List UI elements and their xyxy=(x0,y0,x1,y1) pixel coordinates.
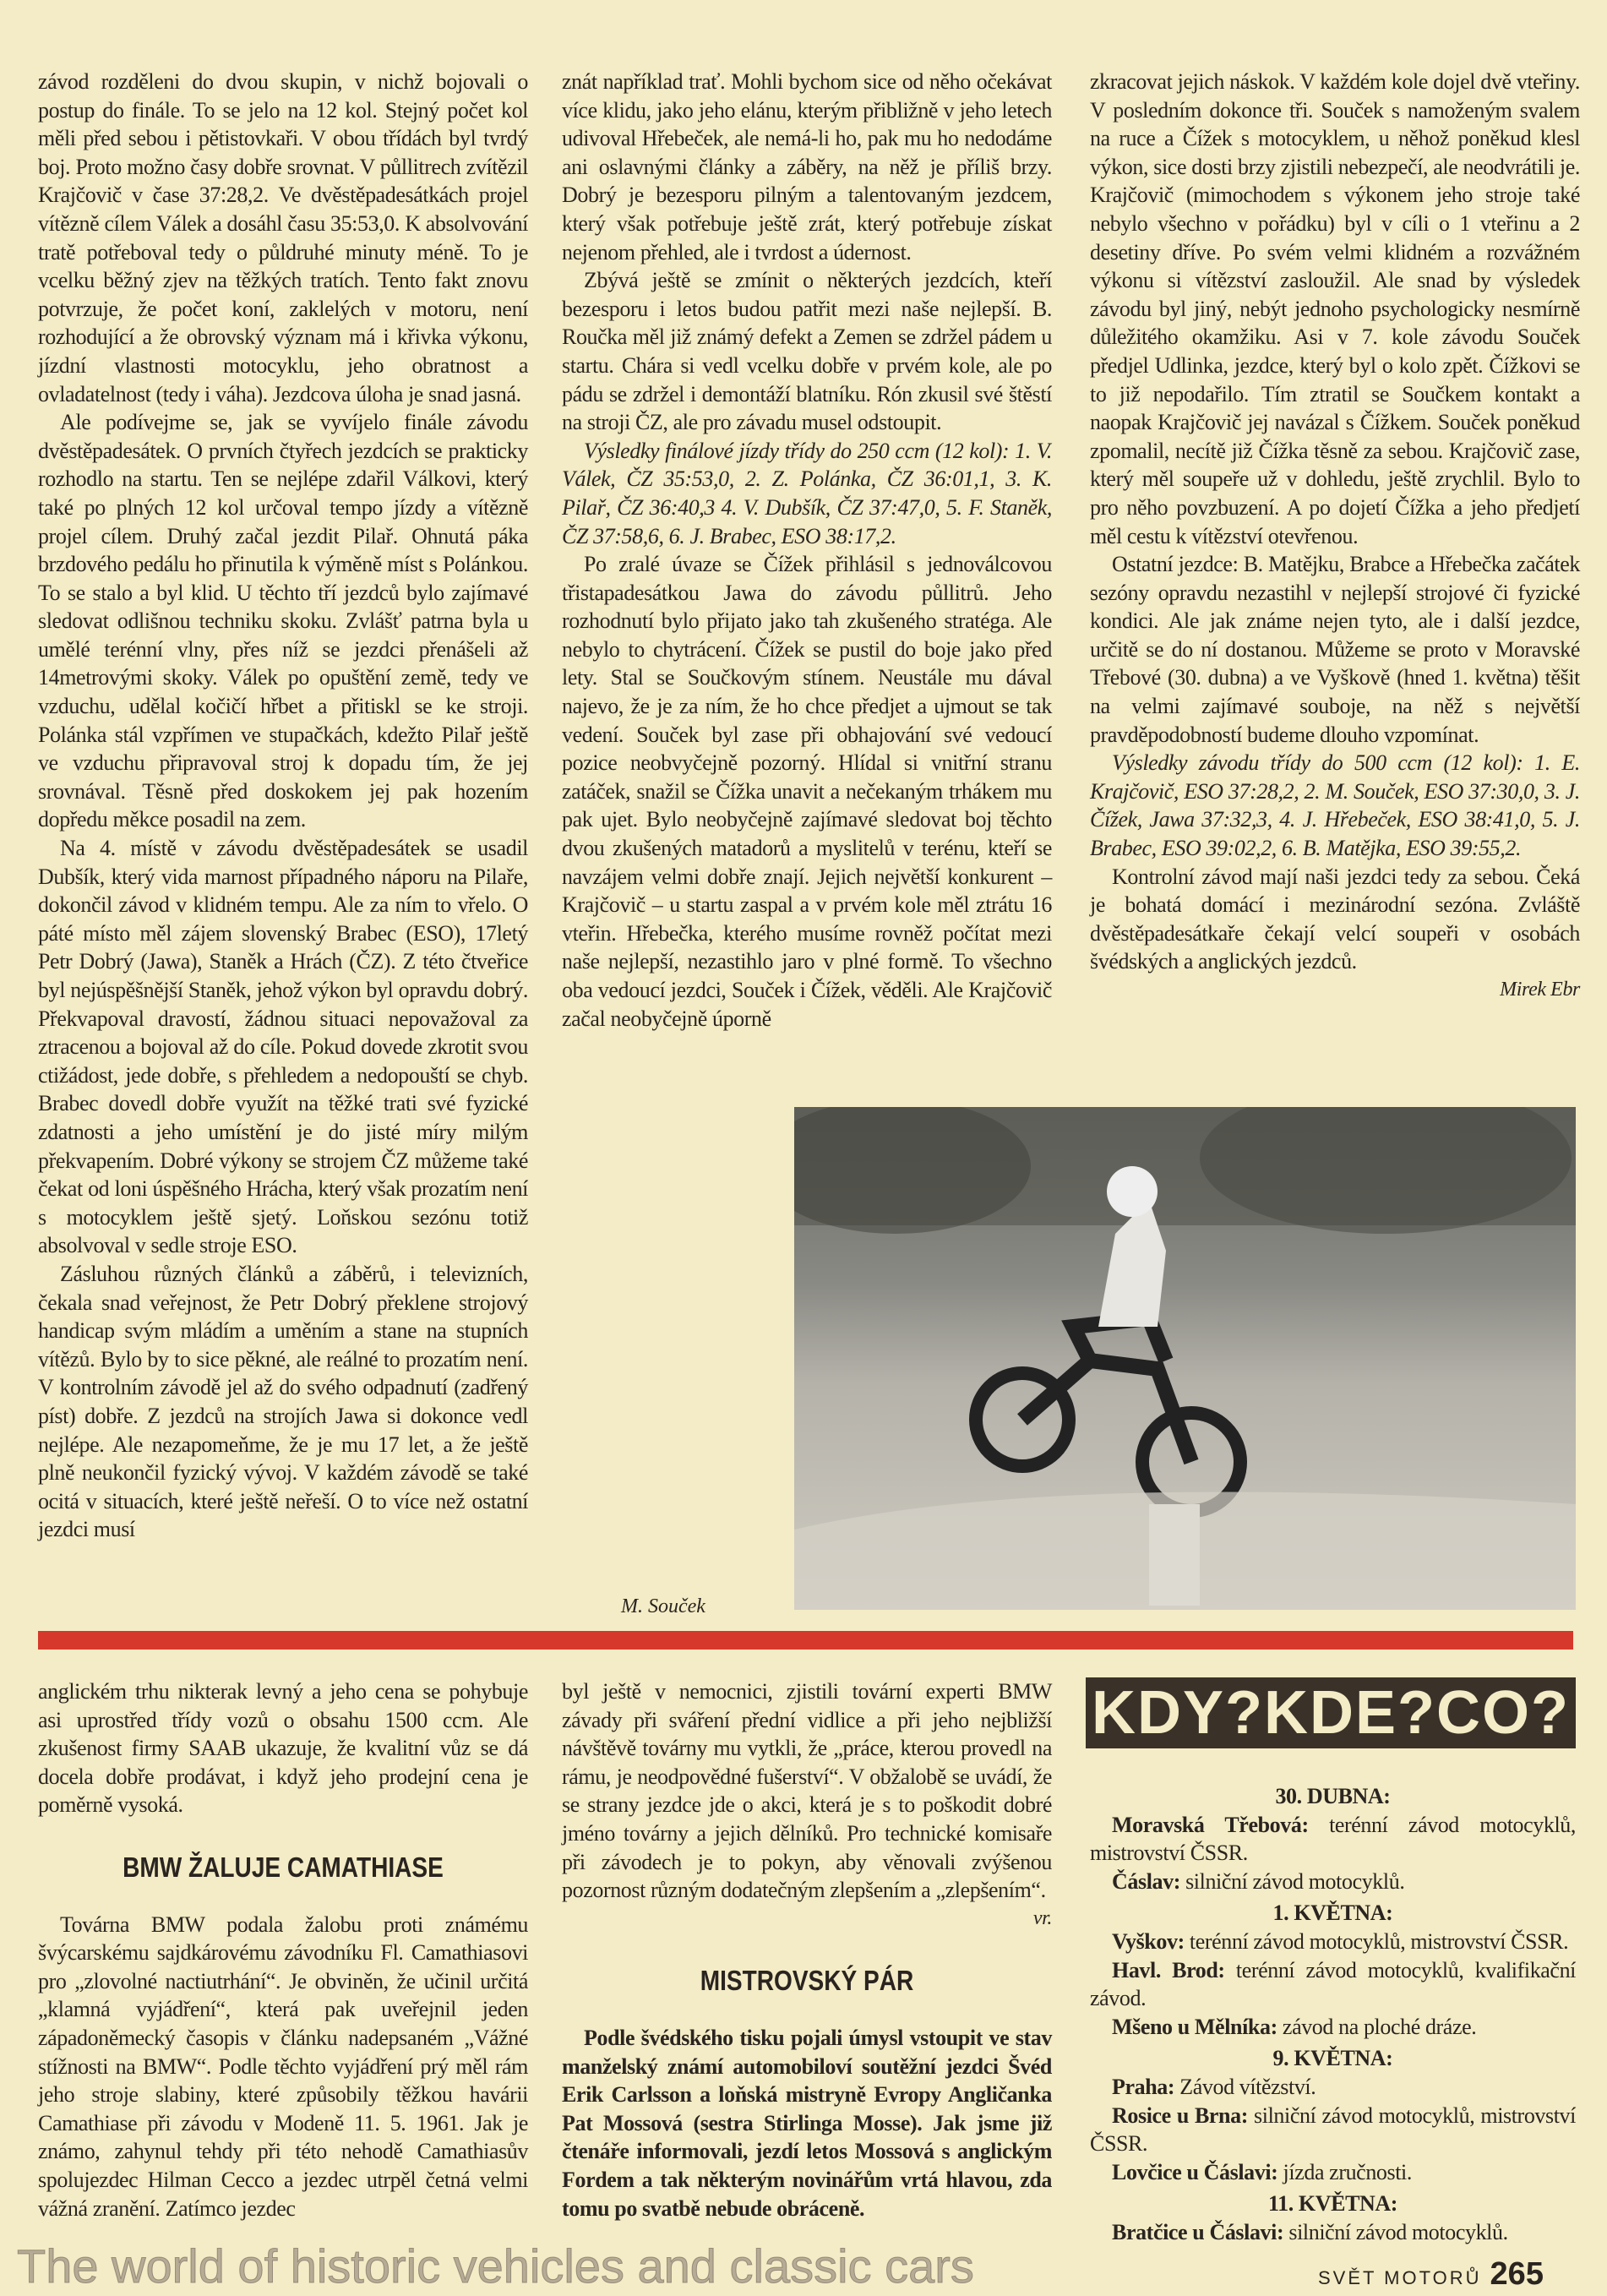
watermark: The world of historic vehicles and classic cars xyxy=(17,2239,974,2293)
results-250ccm: Výsledky finálové jízdy třídy do 250 ccm (12 kol): 1. V. Válek, ČZ 35:53,0, 2. Z. Polánka, ČZ 36:01,1, 3. K. Pilař, ČZ 36:40,3 4. V. Dubšík, ČZ 37:47,0, 5. F. Staněk, ČZ 37:58,6, 6. J. Brabec, ESO 38:17,2. xyxy=(562,438,1052,548)
event-description: jízda zručnosti. xyxy=(1277,2159,1412,2184)
magazine-name: SVĚT MOTORŮ xyxy=(1318,2267,1482,2288)
event-description: silniční závod motocyklů. xyxy=(1179,1868,1405,1894)
section-divider xyxy=(38,1631,1573,1650)
calendar-event xyxy=(1090,2102,1576,2158)
article-column-1 xyxy=(38,68,528,1544)
event-place: Mšeno u Mělníka: xyxy=(1112,2014,1277,2039)
paragraph: zkracovat jejich náskok. V každém kole dojel dvě vteřiny. V posledním dokonce tři. Souček s namoženým svalem na ruce a Čížek s motocyklem, u něhož poněkud klesl výkon, sice dosti brzy zjistili nebezpečí, ale neodvrátili je. Krajčovič (mimochodem s výkonem jeho stroje také nebylo všechno v pořádku) byl v cíli o 1 vteřinu a 2 desetiny dříve. Po svém velmi klidném a rozvážném výkonu si vítězství zasloužil. Ale snad by výsledek závodu byl jiný, nebýt jednoho psychologicky nesmírně důležitého okamžiku. Asi v 7. kole závodu Souček předjel Udlinka, jezdce, který byl o kolo zpět. Čížkovi se to již nepodařilo. Tím ztratil se Součkem kontakt a naopak Krajčovič jej navázal s Čížkem. Souček poněkud zpomalil, necítě již Čížka těsně za sebou. Krajčovič zase, který měl soupeře už v dohledu, ještě zrychlil. Bylo to pro něho povzbuzení. A po dojetí Čížka a jeho předjetí měl cestu k vítězství otevřenou. xyxy=(1090,69,1580,548)
paragraph: Zbývá ještě se zmínit o některých jezdcích, kteří bezesporu i letos budou patřit mezi naše nejlepší. B. Roučka měl již známý defekt a Zemen se zdržel pádem u startu. Chára si vedl vcelku dobře v prvém kole, ale po pádu se zdržel i demontáží blatníku. Rón zkusil své štěstí na stroji ČZ, ale pro závadu musel odstoupit. xyxy=(562,268,1052,435)
event-place: Havl. Brod: xyxy=(1112,1957,1225,1982)
bottom-column-1 xyxy=(38,1677,528,2222)
event-place: Praha: xyxy=(1112,2074,1175,2099)
calendar-event xyxy=(1090,1956,1576,2013)
event-place: Čáslav: xyxy=(1112,1868,1180,1894)
kdy-kde-co-logo: KDY?KDE?CO? xyxy=(1086,1677,1576,1748)
paragraph: Ostatní jezdce: B. Matějku, Brabce a Hřebečka začátek sezóny opravdu nezastihl v nejlepší strojové či fyzické kondici. Ale jak známe nejen tyto, ale i další jezdce, určitě se do ní dostanou. Můžeme se proto v Moravské Třebové (30. dubna) a ve Vyškově (hned 1. května) těšit na velmi zajímavé souboje, na něž s největší pravděpodobností budeme dlouho vzpomínat. xyxy=(1090,552,1580,747)
paragraph: závod rozděleni do dvou skupin, v nichž bojovali o postup do finále. To se jelo na 12 kol. Stejný počet kol měli před sebou i pětistovkaři. V obou třídách byl tvrdý boj. Proto možno časy dobře srovnat. V půllitrech zvítězil Krajčovič v čase 37:28,2. Ve dvěstěpadesátkách projel vítězně cílem Válek a dosáhl času 35:53,0. K absolvování tratě potřeboval tedy o půldruhé minuty méně. To je vcelku běžný zjev na těžkých tratích. Tento fakt znovu potvrzuje, že počet koní, zaklelých v motoru, není rozhodující a že obrovský význam má i křivka výkonu, jízdní vlastnosti motocyklu, jeho obratnost a ovladatelnost (tedy i váha). Jezdcova úloha je snad jasná. xyxy=(38,69,528,406)
paragraph: anglickém trhu nikterak levný a jeho cena se pohybuje asi uprostřed třídy vozů o obsahu 1500 ccm. Ale zkušenost firmy SAAB ukazuje, že kvalitní vůz se dá docela dobře prodávat, i když jeho prodejní cena je poměrně vysoká. xyxy=(38,1679,528,1818)
results-500ccm: Výsledky závodu třídy do 500 ccm (12 kol): 1. E. Krajčovič, ESO 37:28,2, 2. M. Souček, ESO 37:30,0, 3. J. Čížek, Jawa 37:32,3, 4. J. Hřebeček, ESO 38:41,0, 5. J. Brabec, ESO 39:02,2, 6. B. Matějka, ESO 39:55,2. xyxy=(1090,750,1580,861)
paragraph: znát například trať. Mohli bychom sice od něho očekávat více klidu, jako jeho elánu, kterým přibližně v jeho letech udivoval Hřebeček, ale nemá-li ho, pak mu ho nedodáme ani oslavnými články a záběry, na něž je příliš brzy. Dobrý je bezesporu pilným a talentovaným jezdcem, který však potřebuje ještě zrát, který potřebuje získat nejenom přehled, ale i tvrdost a údernost. xyxy=(562,69,1052,265)
calendar-date: 30. DUBNA: xyxy=(1275,1784,1391,1808)
bmw-signature: vr. xyxy=(1032,1906,1052,1929)
paragraph: Zásluhou různých článků a záběrů, i televizních, čekala snad veřejnost, že Petr Dobrý překlene strojový handicap svým mládím a uměním a stane na stupních vítězů. Bylo by to sice pěkné, ale reálné to prozatím není. V kontrolním závodě jel až do svého odpadnutí (zadřený píst) dobře. Z jezdců na strojích Jawa si dokonce vedl nejlépe. Ale nezapomeňme, že je mu 17 let, a že ještě plně neukončil fyzický vývoj. V každém závodě se také ocitá v situacích, které ještě neřeší. O to více než ostatní jezdci musí xyxy=(38,1261,528,1542)
paragraph: Ale podívejme se, jak se vyvíjelo finále závodu dvěstěpadesátek. O prvních čtyřech jezdcích se prakticky rozhodlo na startu. Ten se nejlépe zdařil Válkovi, který také po plných 12 kol určoval tempo jízdy a vítězně projel cílem. Druhý začal jezdit Pilař. Ohnutá páka brzdového pedálu ho přinutila k výměně míst s Polánkou. To se stalo a byl klid. U těchto tří jezdců bylo zajímavé sledovat odlišnou techniku skoku. Zvlášť patrna byla u umělé terénní vlny, přes níž se jezdci přenášeli až 14metrovými skoky. Válek po opuštění země, tedy ve vzduchu, udělal kočičí hřbet a přitiskl se ke stroji. Polánka stál vzpřímen ve stupačkách, kdežto Pilař ještě ve vzduchu připravoval stroj k dopadu tím, že jej srovnával. Těsně před doskokem jej pak hozením dopředu měkce posadil na zem. xyxy=(38,410,528,832)
calendar-date: 11. KVĚTNA: xyxy=(1267,2191,1398,2217)
calendar-event xyxy=(1090,1868,1576,1896)
event-description: závod na ploché dráze. xyxy=(1277,2014,1477,2039)
bmw-heading: BMW ŽALUJE CAMATHIASE xyxy=(123,1851,444,1883)
photo-caption: M. Souček xyxy=(621,1595,705,1617)
event-place: Vyškov: xyxy=(1112,1928,1185,1954)
event-description: Závod vítězství. xyxy=(1174,2074,1316,2099)
event-place: Lovčice u Čáslavi: xyxy=(1112,2159,1278,2184)
event-calendar xyxy=(1090,1779,1576,2247)
paragraph: Podle švédského tisku pojali úmysl vstoupit ve stav manželský známí automobiloví soutěžní jezdci Švéd Erik Carlsson a loňská mistryně Evropy Angličanka Pat Mossová (sestra Stirlinga Mosse). Jak jsme již čtenáře informovali, jezdí letos Mossová s anglickým Fordem a tak některým novinářům vrtá hlavou, zda tomu po svatbě nebude obráceně. xyxy=(562,2025,1052,2221)
mistrovsky-par-heading: MISTROVSKÝ PÁR xyxy=(700,1965,914,1997)
event-place: Rosice u Brna: xyxy=(1112,2102,1248,2128)
calendar-event xyxy=(1090,1928,1576,1956)
event-place: Bratčice u Čáslavi: xyxy=(1112,2219,1284,2244)
article-column-3 xyxy=(1090,68,1580,1005)
event-place: Moravská Třebová: xyxy=(1112,1812,1309,1837)
paragraph: Kontrolní závod mají naši jezdci tedy za sebou. Čeká je bohatá domácí i mezinárodní sezóna. Zvláště dvěstěpadesátkaře čekají velcí soupeři v osobách švédských a anglických jezdců. xyxy=(1090,864,1580,974)
event-description: terénní závod motocyklů, kvalifikační závod. xyxy=(1090,1957,1576,2011)
event-description: silniční závod motocyklů, mistrovství ČSSR. xyxy=(1090,2102,1576,2157)
event-description: terénní závod motocyklů, mistrovství ČSSR. xyxy=(1090,1812,1576,1866)
calendar-event xyxy=(1090,2218,1576,2247)
calendar-date: 9. KVĚTNA: xyxy=(1272,2046,1393,2071)
author-signature: Mirek Ebr xyxy=(1500,979,1580,1001)
motocross-photo xyxy=(794,1107,1576,1610)
event-description: silniční závod motocyklů. xyxy=(1283,2219,1508,2244)
page-footer xyxy=(1318,2256,1544,2293)
paragraph: Továrna BMW podala žalobu proti známému švýcarskému sajdkárovému závodníku Fl. Camathiasovi pro „zlovolné nactiutrhání“. Je obviněn, že učinil určitá „klamná vyjádření“, která pak uveřejnil jeden západoněmecký časopis v článku nadepsaném „Vážné stížnosti na BMW“. Podle těchto vyjádření prý měl rám jeho stroje slabiny, které způsobily těžkou havárii Camathiase při závodu v Modeně 11. 5. 1961. Jak je známo, zahynul tehdy při této nehodě Camathiasův spolujezdec Hilman Cecco a jezdec utrpěl četná velmi vážná zranění. Zatímco jezdec xyxy=(38,1912,528,2221)
motorcycle-rider-image xyxy=(794,1107,1576,1610)
bottom-column-2 xyxy=(562,1677,1052,2222)
paragraph: Na 4. místě v závodu dvěstěpadesátek se usadil Dubšík, který vida marnost případného náporu na Pilaře, dokončil závod v klidném tempu. Ale za ním to vřelo. O páté místo měl zájem slovenský Brabec (ESO), 17letý Petr Dobrý (Jawa), Staněk a Hrách (ČZ). Z této čtveřice byl nejúspěšnější Staněk, jehož výkon byl opravdu dobrý. Překvapoval dravostí, žádnou situaci nepovažoval za ztracenou a bojoval až do cíle. Pokud dovede zkrotit svou ctižádost, jede dobře, s přehledem a nedopouští se chyb. Brabec dovedl dobře využít na těžké trati své fyzické zdatnosti a jeho umístění je do jisté míry milým překvapením. Dobré výkony se strojem ČZ můžeme také čekat od loni úspěšného Hrácha, který však prozatím není s motocyklem ještě sjetý. Loňskou sezónu totiž absolvoval v sedle stroje ESO. xyxy=(38,836,528,1258)
calendar-event xyxy=(1090,2073,1576,2102)
calendar-event xyxy=(1090,2013,1576,2042)
article-column-2 xyxy=(562,68,1052,1033)
page-number: 265 xyxy=(1490,2256,1544,2292)
calendar-date: 1. KVĚTNA: xyxy=(1272,1901,1393,1926)
calendar-event xyxy=(1090,1811,1576,1868)
calendar-event xyxy=(1090,2158,1576,2187)
paragraph: byl ještě v nemocnici, zjistili tovární experti BMW závady při sváření přední vidlice a při jeho nejbližší návštěvě továrny mu vytkli, že „práce, kterou provedl na rámu, je neodpovědné fušerství“. V obžalobě se uvádí, že se strany jezdce jde o akci, která je s to poškodit dobré jméno továrny a jejich dělníků. Pro technické komisaře při závodech je to pokyn, aby věnovali zvýšenou pozornost různým dodatečným zlepšením a „zlepšením“. xyxy=(562,1679,1052,1903)
paragraph: Po zralé úvaze se Čížek přihlásil s jednoválcovou třistapadesátkou Jawa do závodu půllitrů. Jeho rozhodnutí bylo přijato jako tah zkušeného stratéga. Ale nebylo to chytrácení. Čížek se pustil do boje jako před lety. Stal se Součkovým stínem. Neustále mu dával najevo, že je za ním, že ho chce předjet a ujmout se tak vedení. Souček byl zase při obhajování své vedoucí pozice neobvyčejně pozorný. Hlídal si vnitřní stranu zatáček, snažil se Čížka unavit a nečekaným trhákem mu pak ujet. Bylo neobyčejně zajímavé sledovat boj těchto dvou zkušených matadorů a myslitelů v terénu, kteří se navzájem velmi dobře znají. Jejich největší konkurent – Krajčovič – u startu zaspal a v prvém kole měl ztrátu 16 vteřin. Hřebečka, kterého musíme rovněž počítat mezi naše nejlepší, nezastihlo jaro v plné formě. To všechno oba vedoucí jezdci, Souček i Čížek, věděli. Ale Krajčovič začal neobyčejně úporně xyxy=(562,552,1052,1031)
event-description: terénní závod motocyklů, mistrovství ČSSR. xyxy=(1184,1928,1569,1954)
